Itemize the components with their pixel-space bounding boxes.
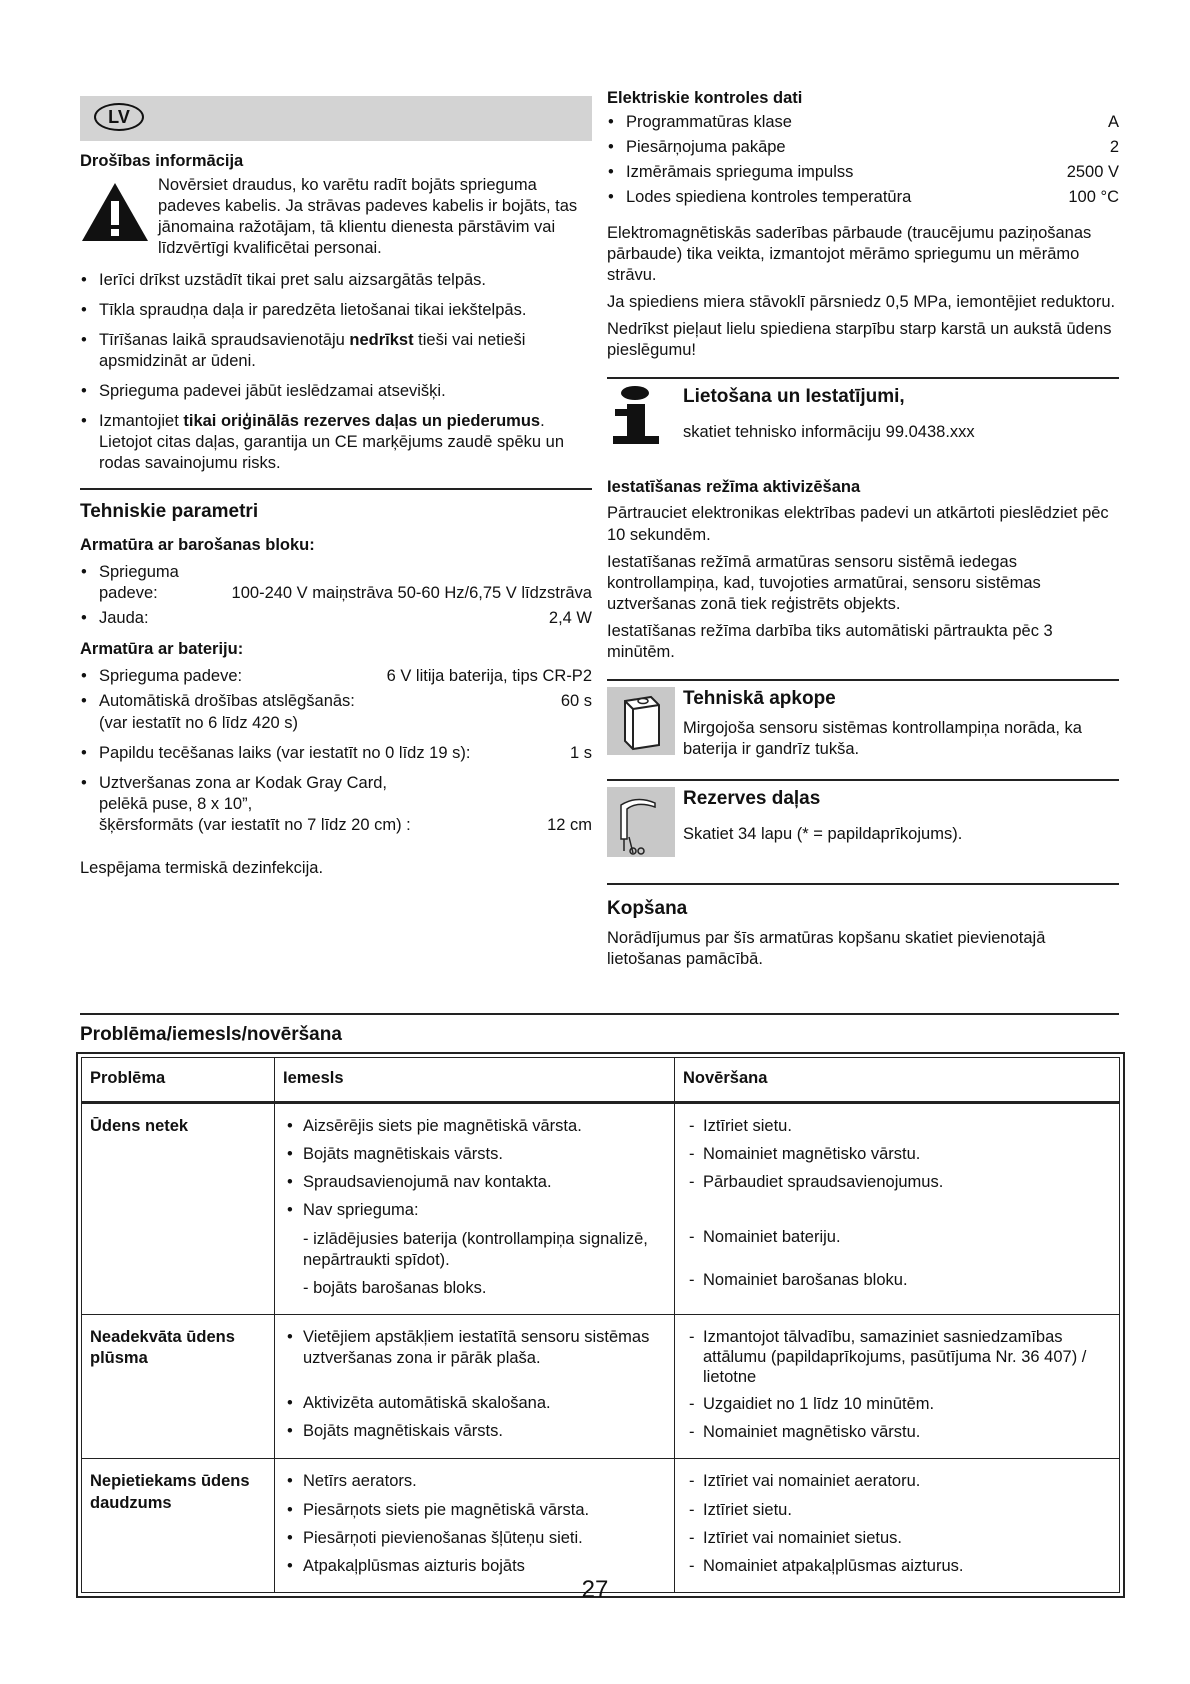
cleaning-title: Kopšana [607, 898, 688, 920]
spacer [683, 1256, 1111, 1270]
text-run-bold: nedrīkst [349, 330, 414, 349]
list-item: - Pārbaudiet spraudsavienojumus. [683, 1172, 1111, 1193]
problem-cell: Neadekvāta ūdens plūsma [82, 1314, 275, 1459]
fix-cell [675, 1103, 1120, 1315]
label: padeve: [99, 583, 158, 602]
value: 2 [1109, 138, 1119, 157]
setmode-paragraph: Iestatīšanas režīmā armatūras sensoru sistēmā iedegas kontrollampiņa, kad, tuvojoties armatūrai, sensoru sistēmas uztveršanas zonā tiek reģistrēts objekts. [607, 552, 1041, 613]
cleaning-text: Norādījumus par šīs armatūras kopšanu skatiet pievienotajā lietošanas pamācībā. [607, 928, 1046, 968]
warning-block [80, 175, 592, 259]
list-item: • Aktivizēta automātiskā skalošana. [283, 1393, 666, 1414]
pressure-paragraph: Ja spiediens miera stāvoklī pārsniedz 0,5 MPa, iemontējiet reduktoru. [607, 292, 1116, 311]
note: (var iestatīt no 6 līdz 420 s) [99, 713, 299, 732]
label: • Papildu tecēšanas laiks (var iestatīt no 0 līdz 19 s): [99, 743, 471, 762]
problem-cell: Nepietiekams ūdens daudzums [82, 1459, 275, 1592]
warning-icon [80, 181, 150, 243]
table-row [82, 1314, 1120, 1459]
text-run: . Lietojot citas daļas, garantija un CE marķējums zaudē spēku un rodas savainojumu risks. [99, 412, 565, 473]
psu-list [80, 562, 592, 629]
list-item: - Nomainiet barošanas bloku. [683, 1270, 1111, 1291]
column-header: Problēma [82, 1058, 275, 1103]
spares-text: Skatiet 34 lapu (* = papildaprīkojums). [683, 824, 963, 843]
battery-range [80, 773, 592, 836]
list-item: • Piesārņoti pievienošanas šļūteņu sieti. [283, 1528, 666, 1549]
battery-voltage [80, 666, 592, 687]
list-item: • Piesārņots siets pie magnētiskā vārsta. [283, 1500, 666, 1521]
label: • Jauda: [99, 609, 149, 628]
elec-list [607, 112, 1119, 208]
safety-item: • Tīkla spraudņa daļa ir paredzēta lietošanai tikai iekštelpās. [80, 300, 592, 321]
list-item: • Spraudsavienojumā nav kontakta. [283, 1172, 666, 1193]
text-run: Tīrīšanas laikā spraudsavienotāju [99, 330, 350, 349]
elec-row [607, 187, 1119, 208]
table-header-row [82, 1058, 1120, 1103]
trouble-table [81, 1057, 1120, 1593]
safety-title: Drošības informācija [80, 152, 244, 170]
trouble-header [80, 1013, 1119, 1057]
cause-cell [275, 1103, 675, 1315]
value: 6 V litija baterija, tips CR-P2 [386, 667, 592, 686]
setmode-paragraph: Pārtrauciet elektronikas elektrības padevi un atkārtoti pieslēdziet pēc 10 sekundēm. [607, 504, 1109, 544]
spares-section [607, 779, 1119, 883]
fix-cell [675, 1314, 1120, 1459]
right-column [607, 88, 1119, 970]
value: 100 °C [1068, 188, 1119, 207]
page-number: 27 [581, 1576, 609, 1603]
value: 100-240 V maiņstrāva 50-60 Hz/6,75 V līdzstrāva [231, 583, 592, 602]
elec-row [607, 112, 1119, 133]
value: 12 cm [547, 815, 592, 834]
value: 2500 V [1066, 163, 1119, 182]
list-item: • Bojāts magnētiskais vārsts. [283, 1421, 666, 1442]
list-item: • Netīrs aerators. [283, 1471, 666, 1492]
safety-item [80, 411, 592, 474]
maintenance-section [607, 679, 1119, 779]
disinfection-note: Lespējama termiskā dezinfekcija. [80, 859, 324, 878]
use-section [607, 377, 1119, 477]
warning-text: Novērsiet draudus, ko varētu radīt bojāts sprieguma padeves kabelis. Ja strāvas padeves kabelis ir bojāts, tas jānomaina ražotājam, tā klientu dienesta pārstāvim vai līdzvērtīgi kvalificētai personai. [158, 176, 578, 258]
list-item: • Aizsērējis siets pie magnētiskā vārsta. [283, 1116, 666, 1137]
left-column [80, 96, 592, 879]
label: • Lodes spiediena kontroles temperatūra [626, 188, 912, 207]
faucet-icon [607, 787, 675, 863]
safety-item: • Sprieguma padevei jābūt ieslēdzamai atsevišķi. [80, 381, 592, 402]
table-row [82, 1103, 1120, 1315]
list-item: • Vietējiem apstākļiem iestatītā sensoru sistēmas uztveršanas zona ir pārāk plaša. [283, 1327, 666, 1369]
label: pelēkā puse, 8 x 10”, [99, 794, 253, 813]
list-item: - Nomainiet magnētisko vārstu. [683, 1422, 1111, 1443]
list-item: - Iztīriet vai nomainiet aeratoru. [683, 1471, 1111, 1492]
info-icon [607, 385, 675, 451]
pressure-diff-paragraph: Nedrīkst pieļaut lielu spiediena starpību starp karstā un aukstā ūdens pieslēgumu! [607, 319, 1112, 360]
list-item: - Izmantojot tālvadību, samaziniet sasniedzamības attālumu (papildaprīkojums, pasūtījuma Nr. 36 407) / lietotne [683, 1327, 1111, 1387]
tech-title: Tehniskie parametri [80, 501, 259, 523]
list-item: • Nav sprieguma: [283, 1200, 666, 1221]
value: 1 s [569, 743, 592, 762]
setmode-title: Iestatīšanas režīma aktivizēšana [607, 478, 861, 497]
language-badge: LV [94, 103, 144, 131]
fix-cell [675, 1459, 1120, 1592]
safety-list [80, 270, 592, 475]
tech-section [80, 488, 592, 879]
label: šķērsformāts (var iestatīt no 7 līdz 20 cm) : [99, 815, 411, 834]
text-run: tieši vai netieši apsmidzināt ar ūdeni. [99, 330, 526, 370]
label: • Programmatūras klase [626, 113, 792, 132]
value: A [1107, 113, 1119, 132]
cause-cell [275, 1314, 675, 1459]
text-run-bold: tikai oriģinālās rezerves daļas un piederumus [183, 412, 541, 431]
table-row [82, 1459, 1120, 1592]
list-item: - Nomainiet magnētisko vārstu. [683, 1144, 1111, 1165]
battery-list [80, 666, 592, 836]
use-title: Lietošana un Iestatījumi, [683, 386, 905, 408]
safety-item: • Ierīci drīkst uzstādīt tikai pret salu aizsargātās telpās. [80, 270, 592, 291]
use-text: skatiet tehnisko informāciju 99.0438.xxx [683, 422, 975, 441]
list-item: • Bojāts magnētiskais vārsts. [283, 1144, 666, 1165]
elec-title: Elektriskie kontroles dati [607, 89, 803, 107]
label: • Sprieguma [99, 562, 179, 581]
value: 2,4 W [548, 609, 592, 628]
cleaning-section [607, 883, 1119, 970]
list-item: - Uzgaidiet no 1 līdz 10 minūtēm. [683, 1394, 1111, 1415]
list-item: - Nomainiet atpakaļplūsmas aizturus. [683, 1556, 1111, 1577]
list-item: - Iztīriet sietu. [683, 1500, 1111, 1521]
setmode-paragraph: Iestatīšanas režīma darbība tiks automātiski pārtraukta pēc 3 minūtēm. [607, 621, 1053, 662]
psu-title: Armatūra ar barošanas bloku: [80, 535, 315, 554]
language-bar [80, 96, 592, 141]
text-run: Izmantojiet [99, 412, 184, 431]
elec-row [607, 137, 1119, 158]
trouble-table-frame [76, 1052, 1125, 1598]
list-item: - Iztīriet vai nomainiet sietus. [683, 1528, 1111, 1549]
list-item: - Nomainiet bateriju. [683, 1227, 1111, 1248]
column-header: Novēršana [675, 1058, 1120, 1103]
psu-power [80, 608, 592, 629]
safety-item [80, 330, 592, 372]
psu-voltage [80, 562, 592, 604]
elec-row [607, 162, 1119, 183]
list-item: - bojāts barošanas bloks. [303, 1278, 487, 1297]
trouble-title: Problēma/iemesls/novēršana [80, 1024, 342, 1045]
spares-title: Rezerves daļas [683, 788, 821, 810]
label: • Piesārņojuma pakāpe [626, 138, 786, 157]
label: • Automātiskā drošības atslēgšanās: [99, 692, 355, 711]
battery-flow-time [80, 743, 592, 764]
label: • Uztveršanas zona ar Kodak Gray Card, [99, 773, 387, 792]
list-item: • Atpakaļplūsmas aizturis bojāts [283, 1556, 666, 1577]
list-item: - Iztīriet sietu. [683, 1116, 1111, 1137]
spacer [683, 1200, 1111, 1220]
battery-shutoff [80, 691, 592, 733]
cause-cell [275, 1459, 675, 1592]
emc-paragraph: Elektromagnētiskās saderības pārbaude (traucējumu paziņošanas pārbaude) tika veikta, izmantojot mērāmo spriegumu un mērāmo strāvu. [607, 223, 1092, 284]
maintenance-title: Tehniskā apkope [683, 688, 836, 710]
battery-icon [607, 687, 675, 761]
label: • Izmērāmais sprieguma impulss [626, 163, 854, 182]
value: 60 s [560, 692, 592, 711]
battery-title: Armatūra ar bateriju: [80, 640, 244, 659]
column-header: Iemesls [275, 1058, 675, 1103]
label: Sprieguma padeve: [99, 667, 243, 686]
problem-cell: Ūdens netek [82, 1103, 275, 1315]
maintenance-text: Mirgojoša sensoru sistēmas kontrollampiņa norāda, ka baterija ir gandrīz tukša. [683, 718, 1082, 758]
list-item: - izlādējusies baterija (kontrollampiņa signalizē, nepārtraukti spīdot). [303, 1229, 648, 1269]
